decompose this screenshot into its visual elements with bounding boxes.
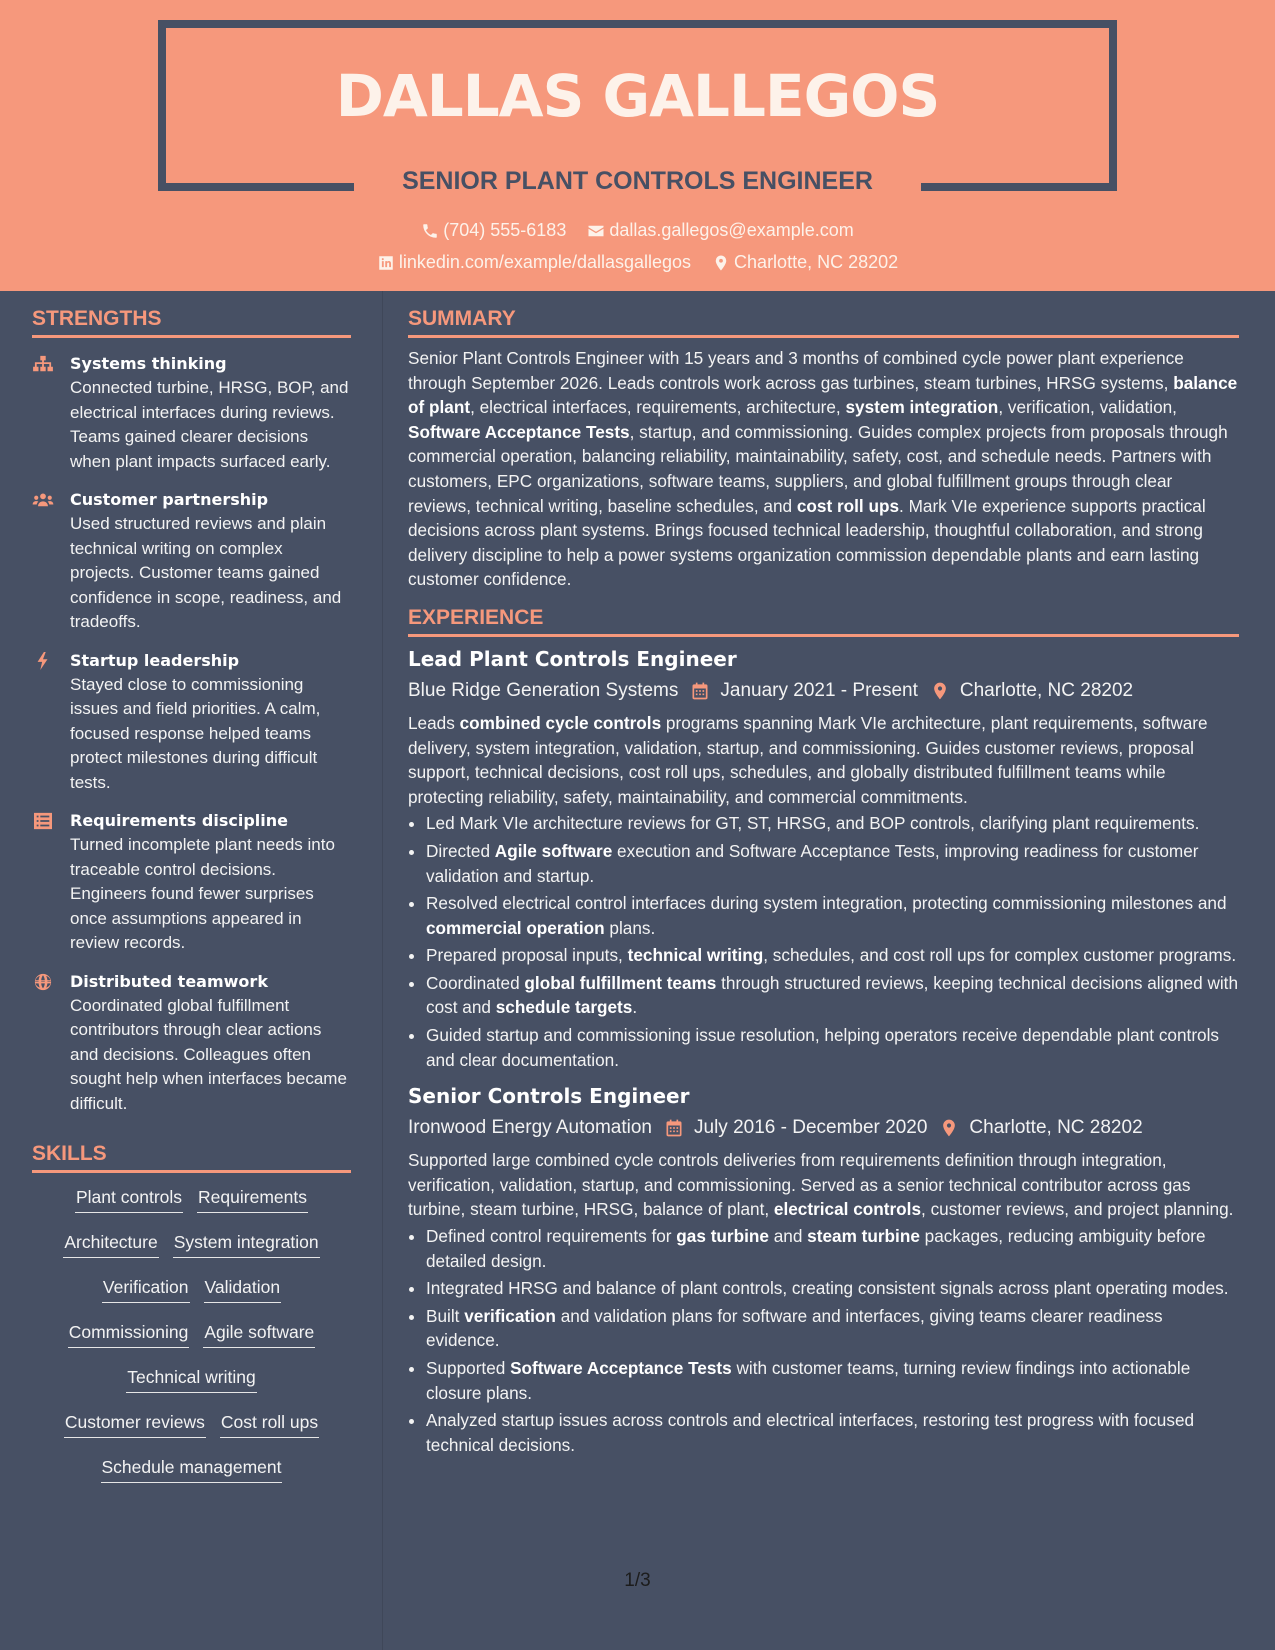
job-bullet	[426, 971, 1239, 1020]
skill-tag: Architecture	[63, 1232, 158, 1258]
text-run: Prepared proposal inputs,	[426, 945, 628, 966]
text-run: Coordinated	[426, 972, 525, 993]
skill-tag: Schedule management	[101, 1457, 283, 1483]
job-bullet	[426, 943, 1239, 968]
strength-title: Distributed teamwork	[70, 971, 268, 991]
skills-list	[32, 1187, 351, 1486]
strength-item	[32, 809, 351, 956]
linkedin-icon	[377, 254, 395, 272]
job-meta	[408, 677, 1239, 705]
text-run: Analyzed startup issues across controls and electrical interfaces, restoring test progress with focused technical decisions.	[426, 1410, 1195, 1455]
emphasis-text: Software Acceptance Tests	[408, 421, 630, 442]
job-summary	[408, 1148, 1239, 1222]
contact-row-1	[0, 220, 1275, 245]
job-meta	[408, 1114, 1239, 1142]
job-bullet	[426, 1023, 1239, 1072]
text-run: , verification, validation,	[998, 397, 1177, 418]
skill-tag: Plant controls	[75, 1187, 183, 1213]
strength-item	[32, 488, 351, 635]
text-run: through structured reviews, keeping technical decisions aligned with cost and	[426, 972, 1239, 1018]
page-number: 1/3	[624, 1570, 651, 1591]
map-pin-icon	[712, 254, 730, 272]
job-title: Lead Plant Controls Engineer	[408, 646, 737, 671]
experience-heading: EXPERIENCE	[408, 606, 1239, 637]
strength-item	[32, 352, 351, 474]
strength-title: Systems thinking	[70, 354, 227, 373]
emphasis-text: gas turbine	[676, 1226, 769, 1247]
map-pin-icon	[930, 681, 950, 701]
skill-tag: Cost roll ups	[220, 1412, 319, 1438]
strength-title: Startup leadership	[70, 650, 240, 670]
emphasis-text: system integration	[845, 397, 999, 418]
emphasis-text: balance of plant	[408, 372, 1238, 418]
emphasis-text: combined cycle controls	[459, 712, 662, 733]
strength-description: Stayed close to commissioning issues and field priorities. A calm, focused response helped teams protect milestones during difficult tests.	[70, 674, 321, 792]
company-name: Blue Ridge Generation Systems	[408, 679, 679, 701]
summary-text	[408, 346, 1239, 592]
skill-row	[32, 1232, 351, 1261]
text-run: , electrical interfaces, requirements, architecture,	[470, 397, 846, 418]
strength-description: Coordinated global fulfillment contributors through clear actions and decisions. Colleagues often sought help when interfaces became difficult.	[70, 995, 347, 1113]
text-run: plans.	[604, 917, 656, 938]
bolt-icon	[32, 652, 54, 670]
summary-heading: SUMMARY	[408, 307, 1239, 338]
skill-tag: Agile software	[203, 1322, 315, 1348]
job-bullet	[426, 1408, 1239, 1457]
map-pin-icon	[939, 1118, 959, 1138]
skills-heading: SKILLS	[32, 1142, 351, 1173]
job-bullets	[408, 811, 1239, 1072]
strength-item	[32, 649, 351, 796]
text-run: Leads	[408, 712, 460, 733]
globe-icon	[32, 973, 54, 991]
job-location: Charlotte, NC 28202	[969, 1117, 1143, 1139]
skill-tag: Validation	[204, 1277, 282, 1303]
text-run: Integrated HRSG and balance of plant controls, creating consistent signals across plant operating modes.	[426, 1278, 1229, 1299]
job-title: Senior Controls Engineer	[408, 1084, 690, 1109]
skill-row	[32, 1187, 351, 1216]
email-text: dallas.gallegos@example.com	[609, 220, 854, 240]
job-entry	[408, 645, 1239, 1072]
skill-tag: Customer reviews	[64, 1412, 206, 1438]
job-bullet	[426, 1224, 1239, 1273]
text-run: Defined control requirements for	[426, 1226, 677, 1247]
job-bullet	[426, 891, 1239, 940]
emphasis-text: Software Acceptance Tests	[510, 1358, 732, 1378]
job-dates: January 2021 - Present	[720, 679, 918, 701]
text-run: . Mark VIe experience supports practical decisions across plant systems. Brings focused technical leadership, thoughtful collaboration, and strong delivery discipline to help a power systems organization commission dependable plants and earn lasting customer confidence.	[408, 495, 1206, 590]
text-run: packages, reducing ambiguity before detailed design.	[426, 1226, 1206, 1271]
org-chart-icon	[32, 355, 54, 373]
people-icon	[32, 491, 54, 509]
emphasis-text: verification	[464, 1305, 556, 1326]
emphasis-text: global fulfillment teams	[524, 972, 717, 993]
strength-title: Requirements discipline	[70, 811, 288, 830]
experience-list	[408, 645, 1239, 1457]
text-run: and validation plans for software and interfaces, giving teams clearer readiness evidence.	[426, 1305, 1163, 1351]
skill-row	[32, 1412, 351, 1441]
text-run: Supported	[426, 1358, 511, 1378]
candidate-title: SENIOR PLANT CONTROLS ENGINEER	[402, 167, 873, 195]
emphasis-text: electrical controls	[773, 1199, 922, 1220]
text-run: , startup, and commissioning. Guides complex projects from proposals through commercial operation, balancing reliability, maintainability, safety, cost, and schedule needs. Partners with customers, EPC organizations, software teams, suppliers, and global fulfillment groups through clear reviews, technical writing, baseline schedules, and	[408, 421, 1228, 516]
text-run: Guided startup and commissioning issue resolution, helping operators receive dependable plant controls and clear documentation.	[426, 1025, 1220, 1070]
linkedin-text: linkedin.com/example/dallasgallegos	[398, 252, 692, 272]
job-summary	[408, 711, 1239, 809]
skill-row	[32, 1367, 351, 1396]
phone-text: (704) 555-6183	[443, 220, 567, 240]
text-run: Built	[426, 1305, 465, 1326]
right-column	[408, 291, 1239, 1460]
emphasis-text: commercial operation	[426, 917, 605, 938]
skill-tag: Commissioning	[68, 1322, 190, 1348]
job-bullets	[408, 1224, 1239, 1457]
skill-row	[32, 1277, 351, 1306]
skill-tag: Requirements	[197, 1187, 308, 1213]
email-contact[interactable]	[587, 220, 853, 241]
company-name: Ironwood Energy Automation	[408, 1117, 652, 1139]
list-icon	[32, 812, 54, 830]
location-text: Charlotte, NC 28202	[734, 252, 899, 272]
text-run: and	[768, 1226, 808, 1247]
strength-description: Turned incomplete plant needs into traceable control decisions. Engineers found fewer surprises once assumptions appeared in review records.	[70, 835, 335, 952]
emphasis-text: schedule targets	[495, 997, 633, 1018]
location-contact	[712, 252, 898, 273]
text-run: , customer reviews, and project planning.	[921, 1199, 1234, 1220]
strengths-list	[32, 352, 351, 1116]
strength-description: Used structured reviews and plain technical writing on complex projects. Customer teams gained confidence in scope, readiness, and tradeoffs.	[70, 514, 342, 631]
text-run: programs spanning Mark VIe architecture, plant requirements, software delivery, system integration, validation, startup, and commissioning. Guides customer reviews, proposal support, technical decisions, cost roll ups, schedules, and globally distributed fulfillment teams while protecting reliability, safety, maintainability, and commercial commitments.	[408, 712, 1208, 807]
emphasis-text: steam turbine	[807, 1226, 920, 1247]
skill-row	[32, 1322, 351, 1351]
skill-row	[32, 1457, 351, 1486]
strength-description: Connected turbine, HRSG, BOP, and electrical interfaces during reviews. Teams gained clearer decisions when plant impacts surfaced early.	[70, 378, 349, 471]
candidate-name: DALLAS GALLEGOS	[335, 62, 940, 130]
emphasis-text: technical writing	[627, 945, 764, 966]
strength-title: Customer partnership	[70, 490, 269, 509]
emphasis-text: cost roll ups	[796, 495, 900, 516]
text-run: Supported large combined cycle controls deliveries from requirements definition through integration, verification, validation, startup, and commissioning. Served as a senior technical contributor across gas turbine, steam turbine, HRSG, balance of plant,	[408, 1150, 1191, 1220]
text-run: .	[632, 997, 638, 1018]
text-run: , schedules, and cost roll ups for complex customer programs.	[763, 945, 1237, 966]
job-entry	[408, 1082, 1239, 1457]
job-bullet	[426, 839, 1239, 888]
text-run: execution and Software Acceptance Tests, improving readiness for customer validation and startup.	[426, 840, 1199, 886]
skill-tag: Technical writing	[126, 1367, 256, 1393]
strength-item	[32, 970, 351, 1117]
skill-tag: System integration	[173, 1232, 320, 1258]
text-run: with customer teams, turning review findings into actionable closure plans.	[426, 1358, 1191, 1403]
envelope-icon	[587, 222, 605, 240]
job-bullet	[426, 1356, 1239, 1405]
job-location: Charlotte, NC 28202	[959, 679, 1134, 701]
linkedin-contact[interactable]	[377, 252, 691, 273]
text-run: Resolved electrical control interfaces during system integration, protecting commissioning milestones and	[426, 893, 1227, 914]
phone-contact[interactable]	[421, 220, 566, 241]
calendar-icon	[690, 681, 710, 701]
calendar-icon	[664, 1118, 684, 1138]
column-divider	[382, 291, 383, 1650]
header-banner	[0, 0, 1275, 291]
strengths-heading: STRENGTHS	[32, 307, 351, 338]
job-bullet	[426, 811, 1239, 836]
text-run: Directed	[426, 840, 495, 861]
text-run: Led Mark VIe architecture reviews for GT, ST, HRSG, and BOP controls, clarifying plant requirements.	[426, 813, 1200, 834]
job-bullet	[426, 1276, 1239, 1301]
contact-row-2	[0, 252, 1275, 277]
left-column	[32, 291, 351, 1502]
job-dates: July 2016 - December 2020	[694, 1117, 928, 1139]
text-run: Senior Plant Controls Engineer with 15 years and 3 months of combined cycle power plant experience through September 2026. Leads controls work across gas turbines, steam turbines, HRSG systems,	[408, 348, 1184, 393]
skill-tag: Verification	[102, 1277, 190, 1303]
job-bullet	[426, 1304, 1239, 1353]
phone-icon	[421, 222, 439, 240]
emphasis-text: Agile software	[494, 840, 613, 861]
